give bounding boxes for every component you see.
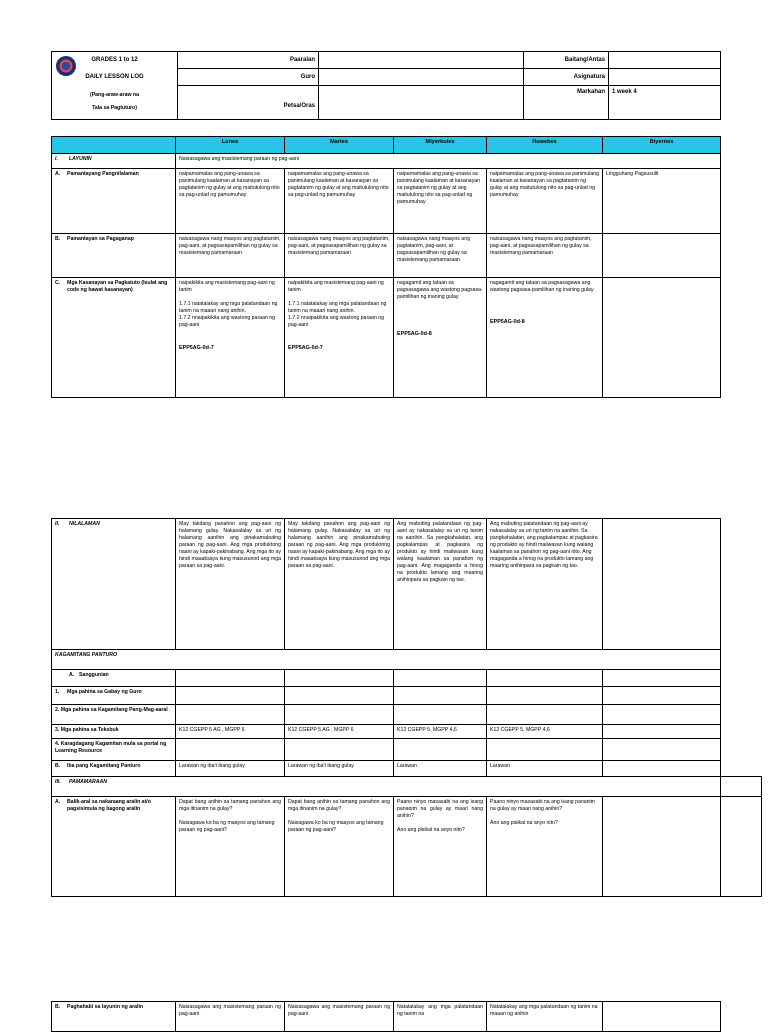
pamantayang-pangnilalaman-label: [52, 169, 176, 234]
markahan-label: Markahan: [524, 86, 609, 120]
kagamitang-panturo-label: KAGAMITANG PANTURO: [52, 650, 721, 670]
layunin-value: Naisasagawa ang masistemang paraan ng pag-aani: [176, 154, 721, 169]
row-a-num: A.: [55, 171, 61, 177]
balik-aral-huwebes-q1: Paano ninyo masasabi na ang isang pananim na gulay ay maari nang anihin?: [490, 799, 595, 812]
pamamaraan-text: PAMAMARAAN: [69, 779, 107, 785]
paghahabi-martes: Naisasagawa ang masistemang paraan ng pag-aani: [285, 1002, 394, 1032]
nilalaman-text: NILALAMAN: [69, 521, 100, 527]
paaralan-value[interactable]: [319, 52, 524, 69]
paghahabi-num: B.: [55, 1004, 61, 1010]
balik-aral-lunes-q1: Dapat bang anihin sa tamang panahon ang mga itinanim na gulay?: [179, 799, 281, 812]
lesson-table-2: [51, 518, 762, 897]
sanggunian-label: [52, 670, 176, 687]
day-header-blank: [52, 137, 176, 154]
balik-aral-lunes-q2: Naisagawa ko ba ng maayos ang tamang paraan ng pag-aani?: [179, 820, 275, 833]
teksbuk-miyerkules: K12 CGEPP 5, MGPP 4,6: [394, 725, 487, 739]
lesson-table-1: [51, 136, 721, 398]
balik-aral-huwebes-q2: Ano ang pisikal na anyo nito?: [490, 820, 558, 826]
balik-aral-miyerkules-q2: Ano ang pisikal na anyo nito?: [397, 827, 465, 833]
day-header-biyernes: Biyernes: [603, 137, 721, 154]
balik-aral-miyerkules: [394, 797, 487, 897]
extra-col-cell: [721, 777, 762, 797]
row-b-lunes: naisasagawa nang maayos ang pagtatanim, pag-aani, at pagsasapamilihan ng gulay sa masistemang pamamaraan: [176, 234, 285, 278]
pamamaraan-num: III.: [55, 779, 61, 785]
row-c-huwebes: [487, 278, 603, 398]
row-c-miyerkules: [394, 278, 487, 398]
row-a-biyernes: Lingguhang Pagsusulit: [603, 169, 721, 234]
row-c-num: C.: [55, 280, 61, 286]
row-b-num: B.: [55, 236, 61, 242]
iba-pang-huwebes: Larawan: [487, 761, 603, 777]
c-martes-line3: 1.7.2 nnaipakikita ang wastong paraan ng pag-aani: [288, 315, 385, 328]
petsa-value[interactable]: [319, 86, 524, 120]
learning-resource-label: 4. Karagdagang Kagamitan mula sa portal ng Learning Resource: [52, 739, 176, 761]
c-miyerkules-code: EPP5AG-0d-8: [397, 331, 432, 337]
dll-subtitle: [52, 86, 178, 120]
pamamaraan-label: [52, 777, 721, 797]
row-c-label: Mga Kasanayan sa Pagkatuto (Isulat ang code ng bawat kasanayan): [67, 280, 168, 293]
c-martes-code: EPP5AG-0d-7: [288, 345, 323, 351]
gabay-guro-num: 1.: [55, 689, 60, 695]
layunin-label: [52, 154, 176, 169]
paghahabi-lunes: Naisasagawa ang masistemang paraan ng pag-aani: [176, 1002, 285, 1032]
gabay-guro-label: [52, 687, 176, 705]
day-header-lunes: Lunes: [176, 137, 285, 154]
iba-pang-kagamitan-label: [52, 761, 176, 777]
paghahabi-biyernes: [603, 1002, 721, 1032]
nilalaman-lunes: May takdang panahon ang pag-aani ng halamang gulay. Nakasalalay sa uri ng halamang aanihin ang pinakamabuting paraan ng pag-aani. Ang mga produktong naani ay kapaki-pakinabang. Ang mga ito ay hindi maaaksaya kung masusunod ang mga paraan sa pag-aani.: [176, 519, 285, 650]
paghahabi-huwebes: Natatalakay ang mga palatandaan ng tanim na maaari ng anihin: [487, 1002, 603, 1032]
paghahabi-label: [52, 1002, 176, 1032]
nilalaman-huwebes: Ang mabuting palatandaan ng pag-aani ay nakasalalay sa uri ng tanim na aanihin. Sa pangkahalatan, ang pagkalampas at pagkasira ng produkto ay hindi maiiwasan kung walang kaalaman sa panahon ng pag-aani nito. Ang magaganda a hinog na produkto lamang ang maaring anihinpara sa pagkain ng tao.: [487, 519, 603, 650]
teksbuk-huwebes: K12 CGEPP 5, MGPP 4,6: [487, 725, 603, 739]
dll-title: DAILY LESSON LOG: [52, 69, 178, 86]
teksbuk-label: 3. Mga pahina sa Teksbuk: [52, 725, 176, 739]
row-c-biyernes: [603, 278, 721, 398]
sanggunian-num: A.: [69, 672, 75, 678]
extra-col: [721, 519, 762, 650]
dll-subtitle-line1: (Pang-araw-araw na: [89, 92, 139, 99]
c-lunes-line2: 1.7.1 natatalakay ang mga palatandaan ng tanim na maaari nang anihin.: [179, 301, 278, 314]
c-lunes-line3: 1.7.2 nnaipakikita ang wastong paraan ng pag-aani: [179, 315, 276, 328]
iba-pang-lunes: Larawan ng iba't ibang gulay: [176, 761, 285, 777]
header-table: [51, 51, 721, 120]
row-b-biyernes: [603, 234, 721, 278]
nilalaman-num: II.: [55, 521, 60, 527]
paaralan-label: Paaralan: [178, 52, 319, 69]
guro-value[interactable]: [319, 69, 524, 86]
balik-aral-biyernes: [603, 797, 721, 897]
c-huwebes-code: EPP5AG-0d-8: [490, 319, 525, 325]
balik-aral-lunes: [176, 797, 285, 897]
c-lunes-code: EPP5AG-0d-7: [179, 345, 214, 351]
baitang-value[interactable]: [609, 52, 721, 69]
teksbuk-martes: K12 CGEPP 5 AG , MGPP 6: [285, 725, 394, 739]
baitang-label: Baitang/Antas: [524, 52, 609, 69]
guro-label: Guro: [178, 69, 319, 86]
paghahabi-text: Paghahabi sa layunin ng aralin: [67, 1004, 144, 1010]
paghahabi-miyerkules: Natatalakay ang mga palatandaan ng tanim na: [394, 1002, 487, 1032]
iba-pang-num: B.: [55, 763, 61, 769]
grades-label: GRADES 1 to 12: [52, 52, 178, 69]
row-c-martes: [285, 278, 394, 398]
kagamitang-mag-aaral-label: 2. Mga pahina sa Kagamitang Pang-Mag-aaral: [52, 705, 176, 725]
nilalaman-biyernes: [603, 519, 721, 650]
balik-aral-martes: [285, 797, 394, 897]
c-lunes-line1: naipakikita ang masistemang pag-aani ng tanim: [179, 280, 275, 293]
markahan-value: 1 week 4: [609, 86, 721, 120]
nilalaman-martes: May takdang panahon ang pag-aani ng halamang gulay. Nakasalalay sa uri ng halamang aanihin ang pinakamabuting paraan ng pag-aani. Ang mga produktong naani ay kapaki-pakinabang. Ang mga ito ay hindi maaaksaya kung masusunod ang mga paraan sa pag-aani.: [285, 519, 394, 650]
layunin-text: LAYUNIN: [69, 156, 92, 162]
row-a-label: Pamantayang Pangnilalaman: [67, 171, 139, 177]
petsa-label: Petsa/Oras: [178, 86, 319, 120]
teksbuk-lunes: K12 CGEPP 5 AG , MGPP 6: [176, 725, 285, 739]
sanggunian-text: Sanggunian: [79, 672, 109, 678]
row-a-martes: naipamamalas ang pang-unawa sa panimulang kaalaman at kasanayan sa pagtatanim ng gulay at ang maitutulong nito sa pag-unlad ng pamumuhay: [285, 169, 394, 234]
balik-aral-miyerkules-q1: Paano ninyo masasabi na ang isang pananim na gulay ay maari nang anihin?: [397, 799, 483, 819]
extra-col: [721, 650, 762, 670]
balik-aral-label: [52, 797, 176, 897]
nilalaman-label: [52, 519, 176, 650]
balik-aral-huwebes: [487, 797, 603, 897]
extra-col-cell: [721, 797, 762, 897]
balik-aral-martes-q1: Dapat bang anihin sa tamang panahon ang mga itinanim na gulay?: [288, 799, 390, 812]
row-b-huwebes: naisasagawa nang maayos ang pagtatanim, pag-aani, at pagsasapamilihan ng gulay sa masistemang pamamaraan: [487, 234, 603, 278]
row-b-miyerkules: naisasagawa nang maayos ang pagtatanim, pag-aani, at pagsasapamilihan ng gulay sa masistemang pamamaraan: [394, 234, 487, 278]
balik-aral-text: Balik-aral sa nakaraang aralin at/o pagsisimula ng bagong aralin: [67, 799, 151, 812]
lesson-table-3: [51, 1001, 721, 1032]
gabay-guro-text: Mga pahina sa Gabay ng Guro: [67, 689, 142, 695]
c-miyerkules-line1: nagagamit ang talaan sa pagsasagawa ang wastong pagsasa-pamilihan ng inaning gulay: [397, 280, 483, 300]
c-martes-line2: 1.7.1 natatalakay ang mga palatandaan ng tanim na maaari nang anihin.: [288, 301, 387, 314]
balik-aral-martes-q2: Naisagawa ko ba ng maayos ang tamang paraan ng pag-aani?: [288, 820, 384, 833]
day-header-martes: Martes: [285, 137, 394, 154]
pamantayan-pagaganap-label: [52, 234, 176, 278]
nilalaman-miyerkules: Ang mabuting palatandaan ng pag-aani ay nakasalalay sa uri ng tanim na aanihin. Sa pangkahalatan, ang pagkalampas at pagkasira ng produkto ay hindi maiiwasan kung walang kaalaman sa panahon ng pag-aani. Ang magaganda a hinog na produkto lamang ang maaring anihinpara sa pagkain ng tao.: [394, 519, 487, 650]
day-header-huwebes: Huwebes: [487, 137, 603, 154]
row-a-huwebes: naipamamalas ang pang-unawa sa panimulang kaalaman at kasanayan sa pagtatanim ng gulay at ang maitutulong nito sa pag-unlad ng pamumuhay: [487, 169, 603, 234]
row-c-lunes: [176, 278, 285, 398]
kasanayan-label: [52, 278, 176, 398]
c-huwebes-line1: nagagamit ang talaan sa pagsasagawa ang wastong pagsasa-pamilihan ng inaning gulay: [490, 280, 594, 293]
layunin-num: I.: [55, 156, 58, 162]
row-a-lunes: naipamamalas ang pang-unawa sa panimulang kaalaman at kasanayan sa pagtatanim ng gulay at ang maitutulong nito sa pag-unlad ng pamumuhay: [176, 169, 285, 234]
iba-pang-martes: Larawan ng iba't ibang gulay: [285, 761, 394, 777]
balik-aral-num: A.: [55, 799, 61, 805]
asignatura-value[interactable]: [609, 69, 721, 86]
iba-pang-text: Iba pang Kagamitang Panturo: [67, 763, 141, 769]
c-martes-line1: naipakikita ang masistemang pag-aani ng tanim: [288, 280, 384, 293]
day-header-miyerkules: Miyerkules: [394, 137, 487, 154]
iba-pang-miyerkules: Larawan: [394, 761, 487, 777]
row-b-label: Pamantayan sa Pagaganap: [67, 236, 134, 242]
row-b-martes: naisasagawa nang maayos ang pagtatanim, pag-aani, at pagsasapamilihan ng gulay sa masistemang pamamaraan: [285, 234, 394, 278]
row-a-miyerkules: naipamamalas ang pang-unawa sa panimulang kaalaman at kasanayan sa pagtatanim ng gulay at ang maitutulong nito sa pag-unlad ng pamumuhay: [394, 169, 487, 234]
dll-subtitle-line2: Tala sa Pagtuturo): [92, 105, 137, 112]
asignatura-label: Asignatura: [524, 69, 609, 86]
